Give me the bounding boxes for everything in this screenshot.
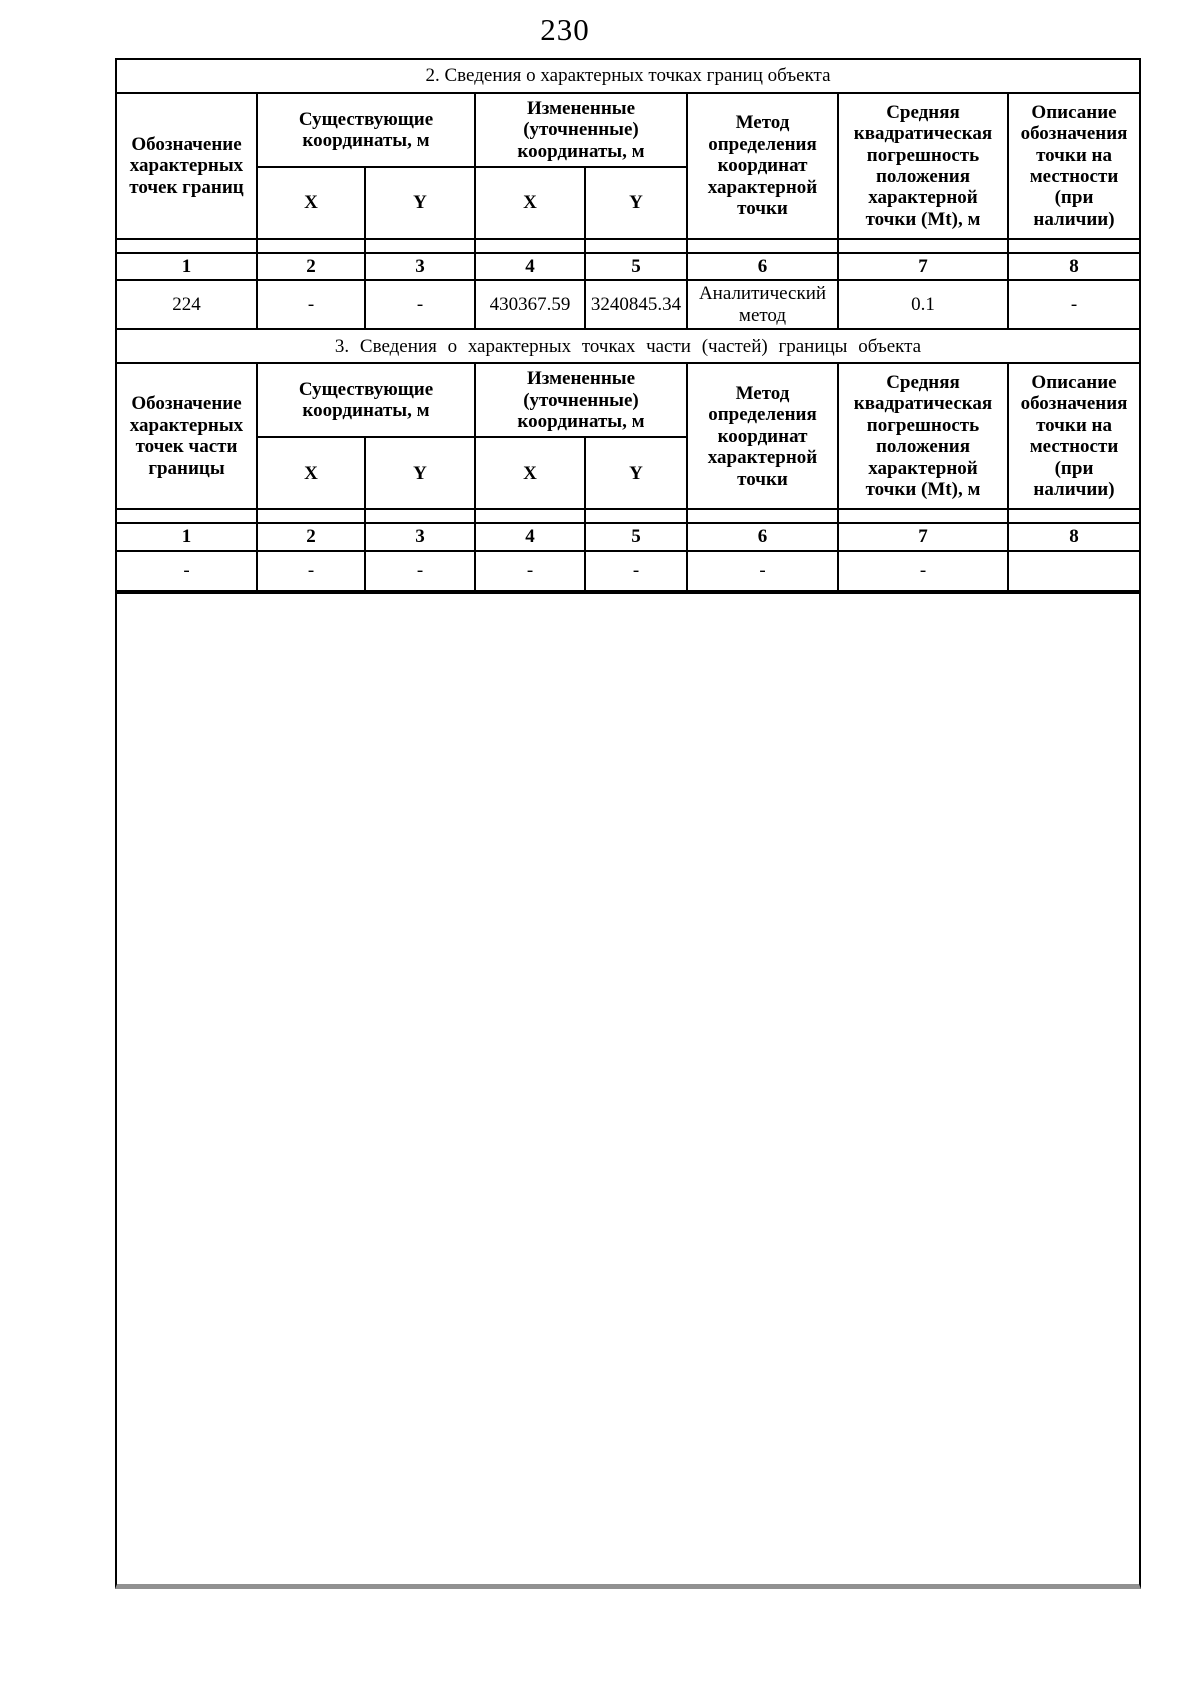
- section3-changed-x-label: X: [475, 437, 585, 509]
- column-number: 7: [838, 523, 1008, 550]
- existing-y-cell: -: [365, 280, 475, 329]
- column-number: 4: [475, 523, 585, 550]
- section3-header-row-1: [116, 363, 1140, 437]
- section3-existing-y-label: Y: [365, 437, 475, 509]
- column-number: 1: [116, 523, 257, 550]
- section3-header-existing-coords: Существующие координаты, м: [257, 363, 475, 437]
- section3-header-changed-coords: Измененные (уточненные) координаты, м: [475, 363, 687, 437]
- method-cell: Аналитический метод: [687, 280, 838, 329]
- section3-header-point-designation: Обозначение характерных точек части границы: [116, 363, 257, 509]
- section2-existing-y-label: Y: [365, 167, 475, 239]
- section3-title: 3. Сведения о характерных точках части (частей) границы объекта: [116, 329, 1140, 363]
- section2-header-row-1: [116, 93, 1140, 167]
- empty-continuation-area: [115, 590, 1141, 1589]
- changed-y-cell: 3240845.34: [585, 280, 687, 329]
- section2-header-changed-coords: Измененные (уточненные) координаты, м: [475, 93, 687, 167]
- section2-header-method: Метод определения координат характерной точки: [687, 93, 838, 239]
- section2-header-mt-error: Средняя квадратическая погрешность положения характерной точки (Mt), м: [838, 93, 1008, 239]
- section3-data-row: [116, 551, 1140, 591]
- column-number: 3: [365, 253, 475, 280]
- section2-column-numbers-row: [116, 253, 1140, 280]
- changed-x-cell: 430367.59: [475, 280, 585, 329]
- point-designation-cell: 224: [116, 280, 257, 329]
- column-number: 5: [585, 523, 687, 550]
- column-number: 5: [585, 253, 687, 280]
- section3-header-method: Метод определения координат характерной точки: [687, 363, 838, 509]
- column-number: 6: [687, 523, 838, 550]
- section2-header-existing-coords: Существующие координаты, м: [257, 93, 475, 167]
- existing-x-cell: -: [257, 551, 365, 591]
- section3-header-description: Описание обозначения точки на местности (при наличии): [1008, 363, 1140, 509]
- section3-spacer-row: [116, 509, 1140, 523]
- section2-title-row: [116, 59, 1140, 93]
- existing-y-cell: -: [365, 551, 475, 591]
- section2-header-description: Описание обозначения точки на местности (при наличии): [1008, 93, 1140, 239]
- existing-x-cell: -: [257, 280, 365, 329]
- section2-data-row: [116, 280, 1140, 329]
- boundary-points-tables: [115, 58, 1141, 1589]
- section2-changed-y-label: Y: [585, 167, 687, 239]
- column-number: 4: [475, 253, 585, 280]
- mt-error-cell: -: [838, 551, 1008, 591]
- changed-x-cell: -: [475, 551, 585, 591]
- section3-existing-x-label: X: [257, 437, 365, 509]
- column-number: 6: [687, 253, 838, 280]
- method-cell: -: [687, 551, 838, 591]
- column-number: 2: [257, 253, 365, 280]
- mt-error-cell: 0.1: [838, 280, 1008, 329]
- section2-spacer-row: [116, 239, 1140, 253]
- section3-header-mt-error: Средняя квадратическая погрешность положения характерной точки (Mt), м: [838, 363, 1008, 509]
- description-cell: [1008, 551, 1140, 591]
- point-designation-cell: -: [116, 551, 257, 591]
- characteristic-points-table: [115, 58, 1141, 592]
- column-number: 8: [1008, 253, 1140, 280]
- changed-y-cell: -: [585, 551, 687, 591]
- column-number: 3: [365, 523, 475, 550]
- section2-title: 2. Сведения о характерных точках границ объекта: [116, 59, 1140, 93]
- section2-header-point-designation: Обозначение характерных точек границ: [116, 93, 257, 239]
- column-number: 8: [1008, 523, 1140, 550]
- section3-changed-y-label: Y: [585, 437, 687, 509]
- section3-column-numbers-row: [116, 523, 1140, 550]
- section3-title-row: [116, 329, 1140, 363]
- section2-changed-x-label: X: [475, 167, 585, 239]
- column-number: 7: [838, 253, 1008, 280]
- description-cell: -: [1008, 280, 1140, 329]
- column-number: 1: [116, 253, 257, 280]
- page-number: 230: [540, 12, 590, 47]
- section2-existing-x-label: X: [257, 167, 365, 239]
- column-number: 2: [257, 523, 365, 550]
